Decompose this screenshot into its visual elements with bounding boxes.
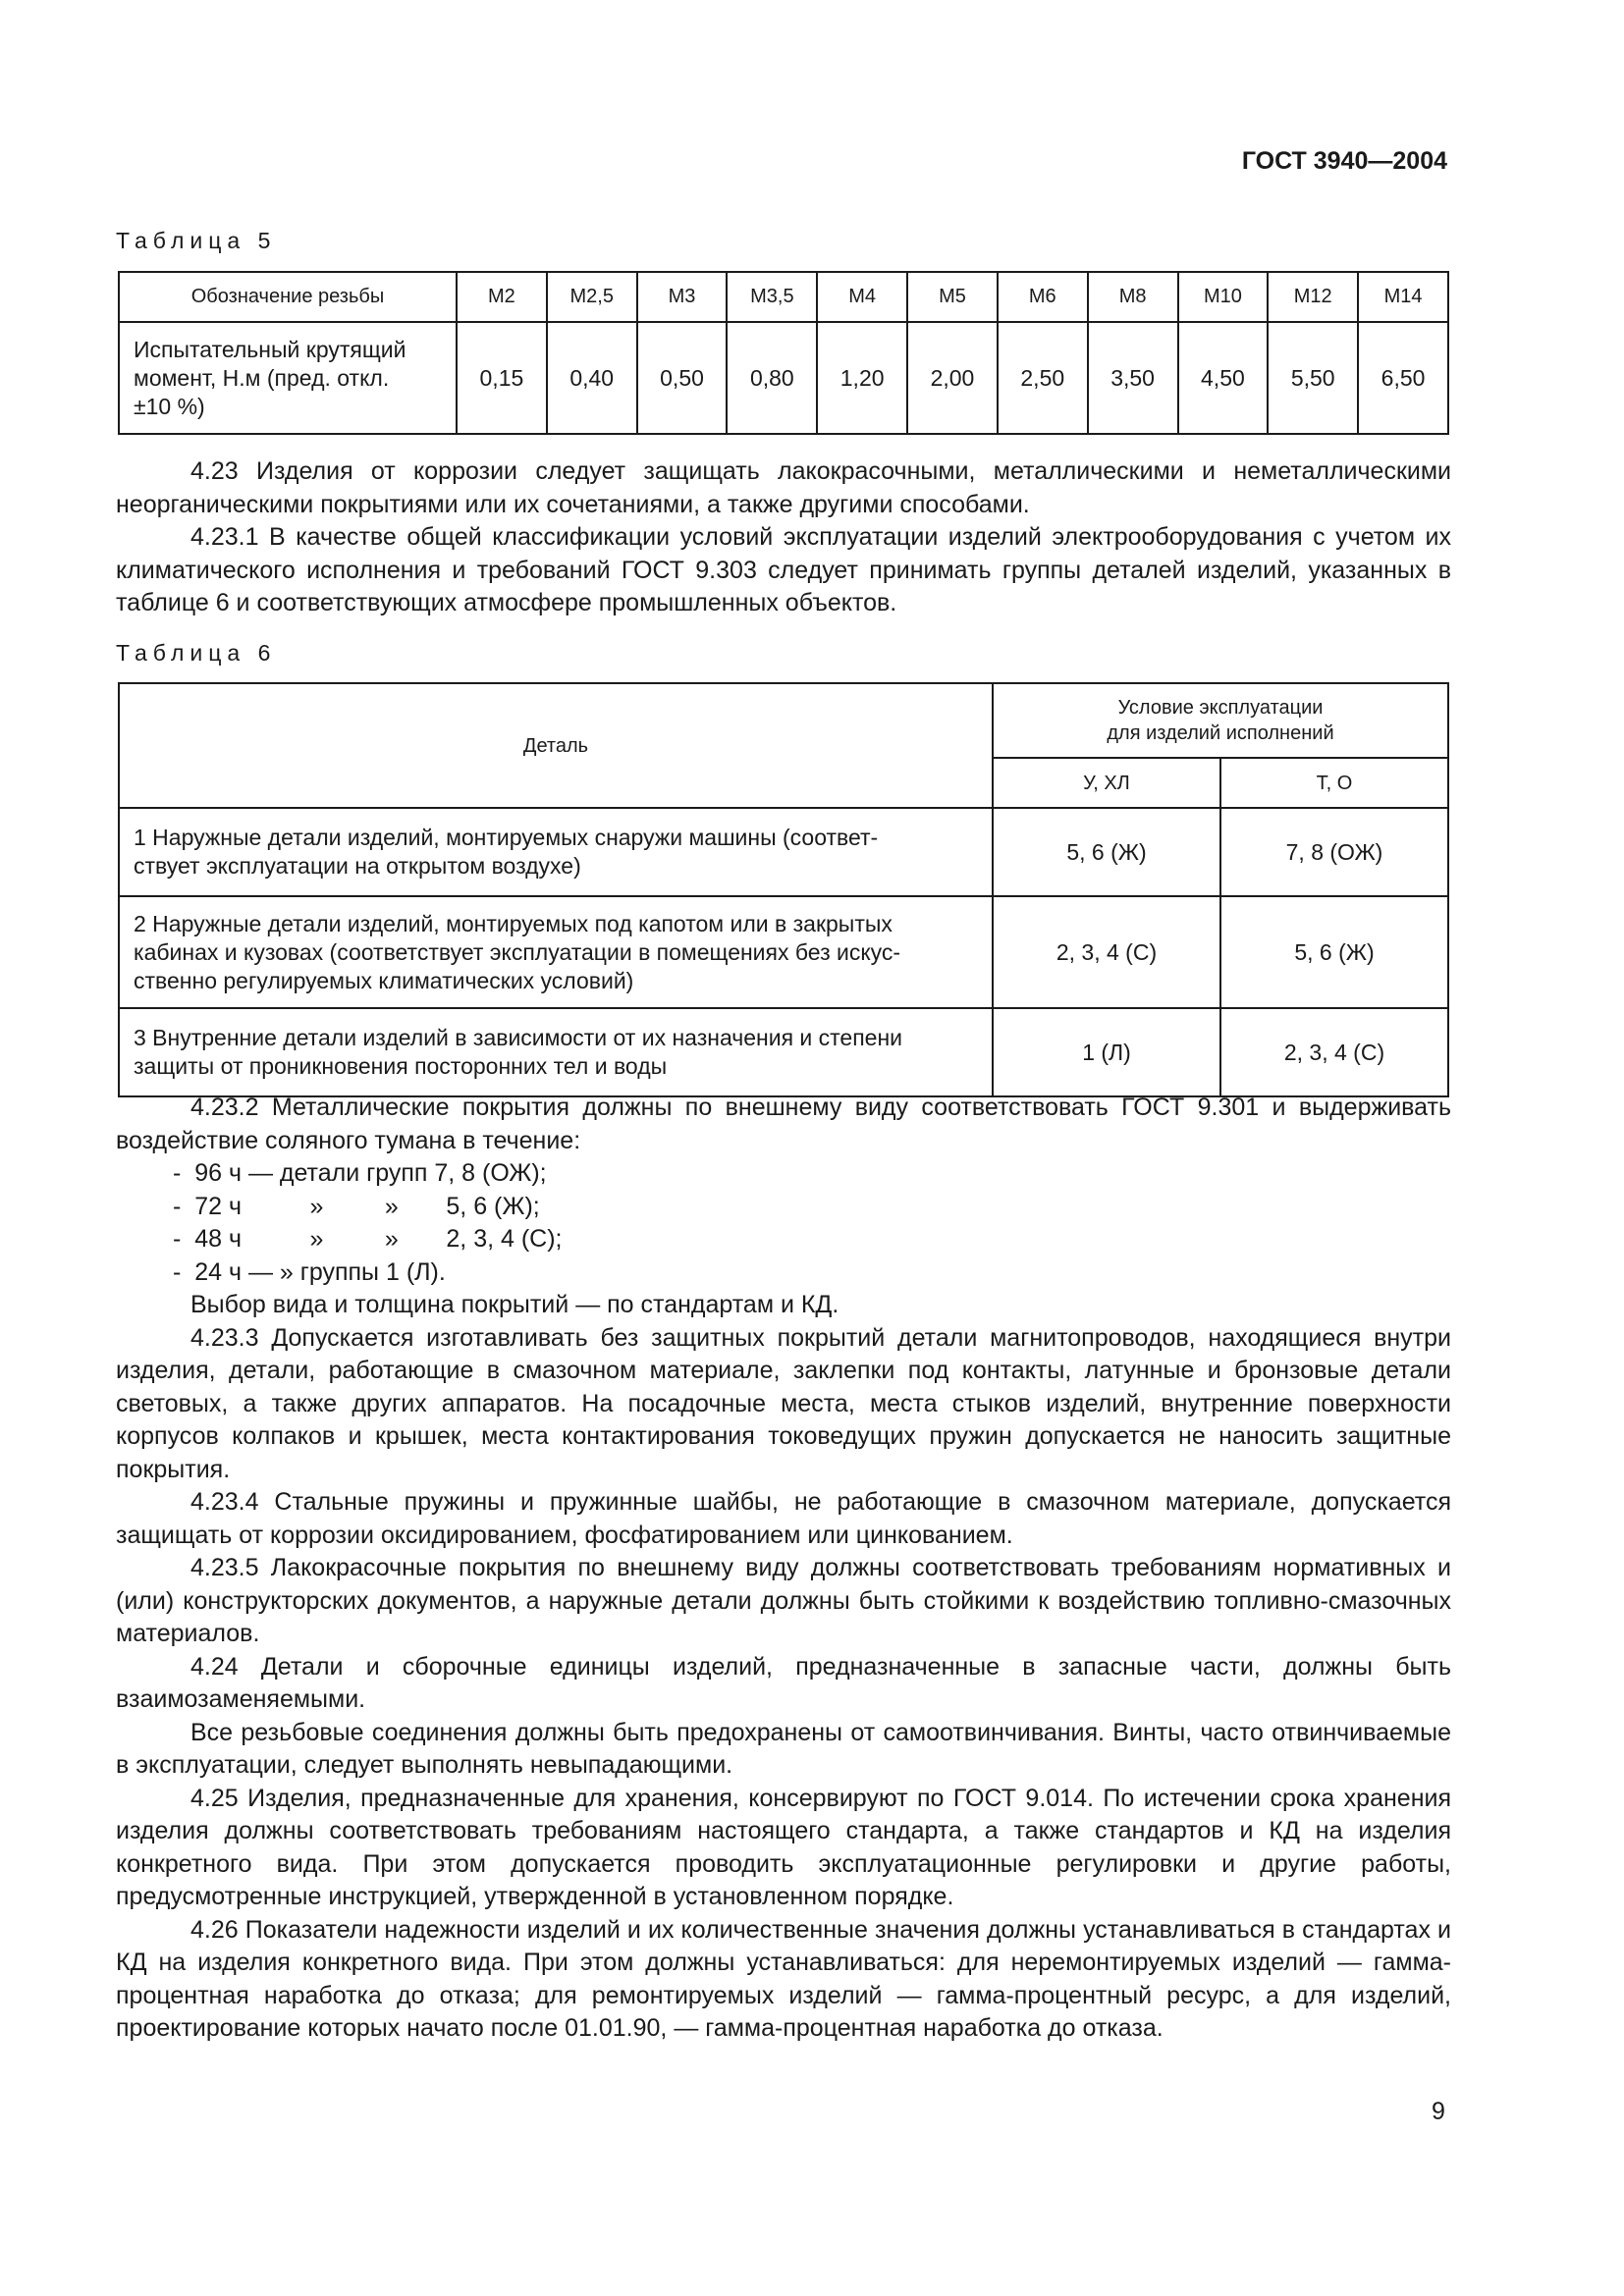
paragraph-4-25: 4.25 Изделия, предназначенные для хранения, консервируют по ГОСТ 9.014. По истечении срока хранения изделия должны соответствовать требованиям настоящего стандарта, а также стандартов и КД на изделия конкретного вида. При этом допускается проводить эксплуатационные регулировки и другие работы, предусмотренные инструкцией, утвержденной в установленном порядке.: [116, 1784, 1451, 1910]
table6-t-o-cell: 2, 3, 4 (С): [1220, 1008, 1448, 1096]
table5-caption: Таблица 5: [116, 228, 277, 253]
paragraph-4-26: 4.26 Показатели надежности изделий и их количественные значения должны устанавливаться в стандартах и КД на изделия конкретного вида. При этом должны устанавливаться: для неремонтируемых изделий — гамма-процентная наработка до отказа; для ремонтируемых изделий — гамма-процентный ресурс, а для изделий, проектирование которых начато после 01.01.90, — гамма-процентная наработка до отказа.: [116, 1915, 1451, 2042]
table5-header-cell: М5: [907, 272, 998, 322]
table5-value-cell: 2,00: [907, 322, 998, 434]
table5-header-cell: М3: [637, 272, 728, 322]
table5-header-cell: М3,5: [727, 272, 817, 322]
table5-value-cell: 3,50: [1088, 322, 1178, 434]
table6-u-hl-cell: 5, 6 (Ж): [993, 808, 1220, 896]
list-item: - 24 ч — » группы 1 (Л).: [173, 1257, 446, 1286]
table6-header-detail: Деталь: [119, 683, 993, 808]
page-number: 9: [1432, 2098, 1445, 2125]
table6-t-o-cell: 7, 8 (ОЖ): [1220, 808, 1448, 896]
table5-value-cell: 0,80: [727, 322, 817, 434]
document-header: ГОСТ 3940—2004: [1241, 147, 1447, 175]
table6-detail-cell: 1 Наружные детали изделий, монтируемых снаружи машины (соответ- ствует эксплуатации на открытом воздухе): [119, 808, 993, 896]
paragraph-4-23-4: 4.23.4 Стальные пружины и пружинные шайбы, не работающие в смазочном материале, допускается защищать от коррозии оксидированием, фосфатированием или цинкованием.: [116, 1488, 1451, 1549]
list-item: - 48 ч » » 2, 3, 4 (С);: [173, 1225, 563, 1253]
paragraph-4-23-3: 4.23.3 Допускается изготавливать без защитных покрытий детали магнитопроводов, находящиеся внутри изделия, детали, работающие в смазочном материале, заклепки под контакты, латунные и бронзовые детали световых, а также других аппаратов. На посадочные места, места стыков изделий, внутренние поверхности корпусов колпаков и крышек, места контактирования токоведущих пружин допускается не наносить защитные покрытия.: [116, 1323, 1451, 1483]
table6-header-condition: Условие эксплуатации для изделий исполнений: [993, 683, 1448, 758]
list-item: - 72 ч » » 5, 6 (Ж);: [173, 1192, 540, 1220]
table5-value-cell: 5,50: [1268, 322, 1358, 434]
paragraph-coating-choice: Выбор вида и толщина покрытий — по стандартам и КД.: [190, 1291, 839, 1318]
table5-value-cell: 0,40: [547, 322, 637, 434]
table6-detail-cell: 3 Внутренние детали изделий в зависимости от их назначения и степени защиты от проникновения посторонних тел и воды: [119, 1008, 993, 1096]
table5-header-cell: М6: [998, 272, 1088, 322]
paragraph-4-24: 4.24 Детали и сборочные единицы изделий, предназначенные в запасные части, должны быть взаимозаменяемыми.: [116, 1652, 1451, 1713]
paragraph-4-23-5: 4.23.5 Лакокрасочные покрытия по внешнему виду должны соответствовать требованиям нормативных и (или) конструкторских документов, а наружные детали должны быть стойкими к воздействию топливно-смазочных материалов.: [116, 1554, 1451, 1647]
table5-header-cell: М2: [457, 272, 547, 322]
table5: [118, 271, 1449, 435]
table6-t-o-cell: 5, 6 (Ж): [1220, 896, 1448, 1008]
table5-header-cell: М14: [1358, 272, 1448, 322]
table-row: [119, 1008, 1448, 1096]
table5-header-row: [119, 272, 1448, 322]
table6-caption: Таблица 6: [116, 640, 277, 666]
table5-header-cell: М8: [1088, 272, 1178, 322]
main-text: [116, 1092, 1451, 2046]
paragraph-4-24-threads: Все резьбовые соединения должны быть предохранены от самоотвинчивания. Винты, часто отвинчиваемые в эксплуатации, следует выполнять невыпадающими.: [116, 1718, 1451, 1779]
list-item: - 96 ч — детали групп 7, 8 (ОЖ);: [173, 1159, 547, 1187]
table5-header-cell: М10: [1178, 272, 1269, 322]
table6-u-hl-cell: 2, 3, 4 (С): [993, 896, 1220, 1008]
table5-header-cell: М4: [817, 272, 907, 322]
table5-value-row: [119, 322, 1448, 434]
table-row: [119, 896, 1448, 1008]
table5-row-label: Испытательный крутящий момент, Н.м (пред. откл. ±10 %): [119, 322, 457, 434]
table-row: [119, 808, 1448, 896]
table6-subheader-u-hl: У, ХЛ: [993, 758, 1220, 808]
table5-value-cell: 2,50: [998, 322, 1088, 434]
paragraph-4-23-1: 4.23.1 В качестве общей классификации условий эксплуатации изделий электрооборудования с учетом их климатического исполнения и требований ГОСТ 9.303 следует принимать группы деталей изделий, указанных в таблице 6 и соответствующих атмосфере промышленных объектов.: [116, 523, 1451, 616]
table6-detail-cell: 2 Наружные детали изделий, монтируемых под капотом или в закрытых кабинах и кузовах (соответствует эксплуатации в помещениях без искус- ственно регулируемых климатических условий): [119, 896, 993, 1008]
table5-value-cell: 4,50: [1178, 322, 1269, 434]
section-4-23: [116, 455, 1451, 620]
table5-value-cell: 0,15: [457, 322, 547, 434]
table6-u-hl-cell: 1 (Л): [993, 1008, 1220, 1096]
table6: [118, 682, 1449, 1097]
table6-header-row: [119, 683, 1448, 758]
table5-header-cell: М12: [1268, 272, 1358, 322]
table5-value-cell: 1,20: [817, 322, 907, 434]
paragraph-4-23-2: 4.23.2 Металлические покрытия должны по внешнему виду соответствовать ГОСТ 9.301 и выдерживать воздействие соляного тумана в течение:: [116, 1094, 1451, 1154]
table5-value-cell: 6,50: [1358, 322, 1448, 434]
table5-header-cell: Обозначение резьбы: [119, 272, 457, 322]
table5-header-cell: М2,5: [547, 272, 637, 322]
paragraph-4-23: 4.23 Изделия от коррозии следует защищать лакокрасочными, металлическими и неметаллическими неорганическими покрытиями или их сочетаниями, а также другими способами.: [116, 457, 1451, 518]
table5-value-cell: 0,50: [637, 322, 728, 434]
table6-subheader-t-o: Т, О: [1220, 758, 1448, 808]
